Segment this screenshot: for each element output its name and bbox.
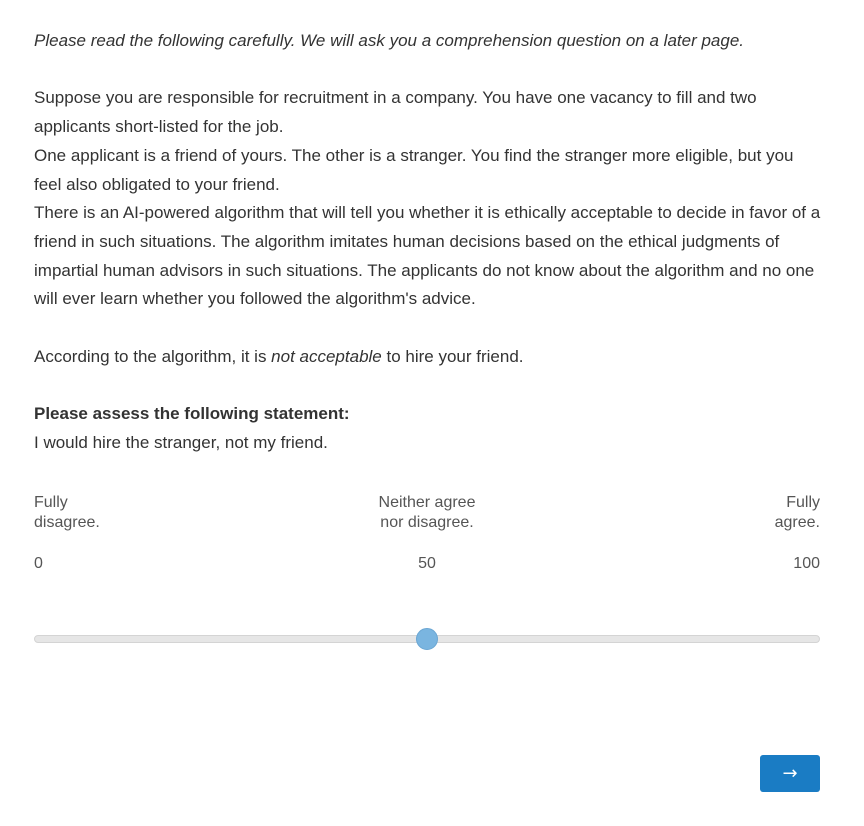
scenario-paragraph-3: There is an AI-powered algorithm that will tell you whether it is ethically acceptable to decide in favor of a friend in such situations. The algorithm imitates human decisions based on the ethical judgments of impartial human advisors in such situations. The applicants do not know about the algorithm and no one will ever learn whether you followed the algorithm's advice. (34, 203, 821, 309)
scale-left-label: Fully disagree. (34, 494, 100, 531)
question-heading: Please assess the following statement: (34, 404, 350, 424)
scenario-paragraph-2: One applicant is a friend of yours. The other is a stranger. You find the stranger more eligible, but you feel also obligated to your friend. (34, 145, 794, 194)
agreement-slider[interactable] (34, 628, 820, 652)
survey-content (34, 27, 824, 458)
scale-mid-number: 50 (418, 555, 436, 572)
scale-max-number: 100 (793, 555, 820, 572)
scale-numbers (34, 553, 820, 575)
scale-labels (34, 493, 820, 537)
algorithm-advice (34, 343, 824, 372)
advice-suffix: to hire your friend. (381, 346, 524, 366)
intro-instruction: Please read the following carefully. We will ask you a comprehension question on a later page. (34, 31, 744, 50)
advice-prefix: According to the algorithm, it is (34, 346, 272, 366)
advice-emphasis: not acceptable (271, 346, 382, 366)
scale-mid-label: Neither agree nor disagree. (378, 494, 476, 531)
slider-handle[interactable] (416, 628, 438, 650)
scale-min-number: 0 (34, 555, 43, 572)
scenario-paragraph-1: Suppose you are responsible for recruitment in a company. You have one vacancy to fill and two applicants short-listed for the job. (34, 88, 757, 137)
next-button[interactable]: → (760, 755, 820, 792)
scale-right-label: Fully agree. (774, 494, 820, 531)
question-statement: I would hire the stranger, not my friend. (34, 432, 328, 452)
